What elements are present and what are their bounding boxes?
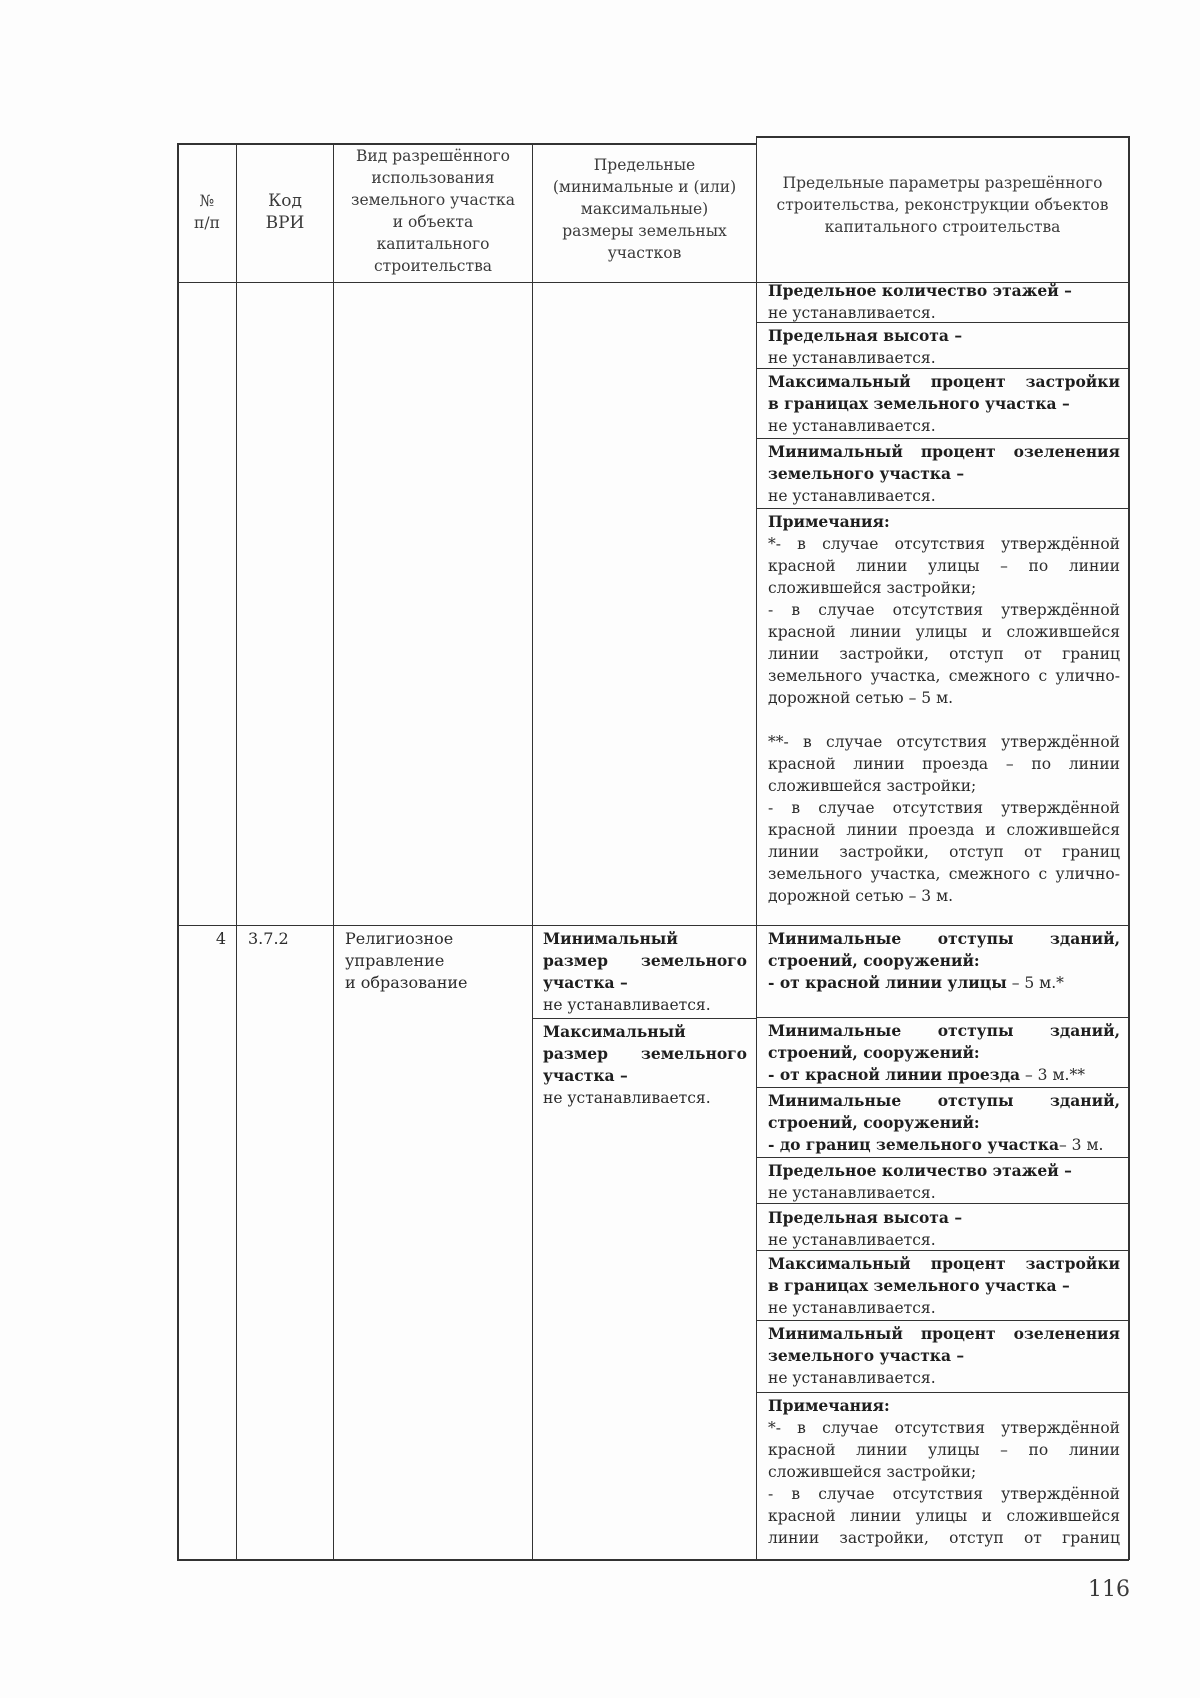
use-line: Религиозное (345, 929, 454, 948)
prev-greening-cell (768, 441, 1120, 507)
size-title: размер земельного (543, 951, 747, 970)
row4-setback-border (768, 1090, 1120, 1156)
param-value: не устанавливается. (768, 1184, 936, 1202)
row4-greening (768, 1323, 1120, 1389)
param-title: строений, сооружений: (768, 1043, 980, 1062)
size-title: размер земельного (543, 1044, 747, 1063)
header-text: (минимальные и (или) (552, 178, 737, 196)
note-line: *- в случае отсутствия утверждённой (768, 535, 1120, 553)
header-text: размеры земельных (562, 222, 727, 240)
param-title: земельного участка – (768, 464, 965, 483)
param-title: - до границ земельного участка (768, 1135, 1059, 1154)
row4-height (768, 1207, 1120, 1251)
header-text: Код (268, 191, 302, 211)
param-value: не устанавливается. (768, 417, 936, 435)
header-col-params (757, 172, 1128, 238)
param-title: Максимальный процент застройки (768, 1254, 1120, 1273)
note-line: - в случае отсутствия утверждённой (768, 799, 1120, 817)
note-line: красной линии проезда – по линии (768, 755, 1120, 773)
header-text: использования (371, 169, 495, 187)
header-col-use (334, 145, 532, 277)
header-col-number (178, 190, 236, 234)
param-title: Максимальный процент застройки (768, 372, 1120, 391)
header-col-sizes (533, 154, 756, 264)
param-title: строений, сооружений: (768, 1113, 980, 1132)
note-line: **- в случае отсутствия утверждённой (768, 733, 1120, 751)
note-line: красной линии улицы и сложившейся (768, 623, 1120, 641)
note-line: красной линии улицы – по линии (768, 557, 1120, 575)
param-value: – 3 м. (1059, 1136, 1104, 1154)
header-text: Предельные параметры разрешённого (782, 174, 1103, 192)
prev-notes-cell (768, 511, 1120, 907)
header-text: строительства (373, 257, 493, 275)
row4-floors (768, 1160, 1120, 1204)
vri-code: 3.7.2 (248, 929, 289, 948)
note-line: сложившейся застройки; (768, 579, 977, 597)
size-value: не устанавливается. (543, 996, 711, 1014)
note-line: сложившейся застройки; (768, 1463, 977, 1481)
note-line: красной линии улицы – по линии (768, 1441, 1120, 1459)
prev-floors-cell (768, 280, 1120, 324)
notes-title: Примечания: (768, 512, 890, 531)
header-text: максимальные) (580, 200, 709, 218)
note-line: красной линии улицы и сложившейся (768, 1507, 1120, 1525)
header-text: и объекта (392, 213, 474, 231)
param-value: не устанавливается. (768, 1299, 936, 1317)
size-title: Максимальный (543, 1022, 686, 1041)
row4-setback-street (768, 928, 1120, 994)
param-title: в границах земельного участка – (768, 1276, 1070, 1295)
note-line: земельного участка, смежного с улично- (768, 865, 1120, 883)
param-title: Минимальный процент озеленения (768, 442, 1120, 461)
note-line: линии застройки, отступ от границ (768, 843, 1120, 861)
note-line: - в случае отсутствия утверждённой (768, 1485, 1120, 1503)
note-line: *- в случае отсутствия утверждённой (768, 1419, 1120, 1437)
prev-height-cell (768, 325, 1120, 369)
row4-min-size (543, 928, 747, 1016)
header-text: Предельные (593, 156, 696, 174)
param-value: не устанавливается. (768, 1231, 936, 1249)
row4-number (178, 928, 226, 950)
header-text: участков (607, 244, 682, 262)
note-line: - в случае отсутствия утверждённой (768, 601, 1120, 619)
use-line: управление (345, 951, 445, 970)
header-text: № (199, 192, 215, 210)
size-value: не устанавливается. (543, 1089, 711, 1107)
param-title: в границах земельного участка – (768, 394, 1070, 413)
row4-setback-drive (768, 1020, 1120, 1086)
row-number: 4 (215, 929, 226, 948)
header-text: строительства, реконструкции объектов (776, 196, 1109, 214)
row4-coverage (768, 1253, 1120, 1319)
note-line: линии застройки, отступ от границ (768, 1529, 1120, 1547)
header-text: ВРИ (265, 213, 305, 233)
param-title: Предельное количество этажей – (768, 281, 1072, 300)
note-line: линии застройки, отступ от границ (768, 645, 1120, 663)
param-value: – 3 м.** (1020, 1066, 1085, 1084)
param-title: земельного участка – (768, 1346, 965, 1365)
param-value: не устанавливается. (768, 1369, 936, 1387)
use-line: и образование (345, 973, 468, 992)
param-value: не устанавливается. (768, 487, 936, 505)
page-number-text: 116 (1088, 1577, 1130, 1602)
param-title: Предельное количество этажей – (768, 1161, 1072, 1180)
row4-use (345, 928, 525, 994)
param-title: Минимальные отступы зданий, (768, 1021, 1120, 1040)
note-line: дорожной сетью – 5 м. (768, 689, 954, 707)
header-text: капитального (376, 235, 490, 253)
size-title: участка – (543, 1066, 628, 1085)
param-value: не устанавливается. (768, 304, 936, 322)
param-title: Предельная высота – (768, 1208, 963, 1227)
note-line: сложившейся застройки; (768, 777, 977, 795)
prev-coverage-cell (768, 371, 1120, 437)
param-title: - от красной линии улицы (768, 973, 1007, 992)
row4-code (248, 928, 328, 950)
page-number (1070, 1577, 1130, 1602)
note-line: дорожной сетью – 3 м. (768, 887, 954, 905)
param-title: Минимальные отступы зданий, (768, 1091, 1120, 1110)
param-title: строений, сооружений: (768, 951, 980, 970)
param-title: Минимальные отступы зданий, (768, 929, 1120, 948)
row4-max-size (543, 1021, 747, 1109)
param-title: - от красной линии проезда (768, 1065, 1021, 1084)
note-line: красной линии проезда и сложившейся (768, 821, 1120, 839)
param-value: не устанавливается. (768, 349, 936, 367)
header-text: Вид разрешённого (356, 147, 510, 165)
param-value: – 5 м.* (1006, 974, 1064, 992)
note-line: земельного участка, смежного с улично- (768, 667, 1120, 685)
header-text: земельного участка (351, 191, 515, 209)
param-title: Минимальный процент озеленения (768, 1324, 1120, 1343)
size-title: участка – (543, 973, 628, 992)
header-text: п/п (194, 214, 220, 232)
param-title: Предельная высота – (768, 326, 963, 345)
size-title: Минимальный (543, 929, 678, 948)
header-text: капитального строительства (824, 218, 1061, 236)
row4-notes (768, 1395, 1120, 1549)
header-col-code (237, 190, 333, 234)
notes-title: Примечания: (768, 1396, 890, 1415)
